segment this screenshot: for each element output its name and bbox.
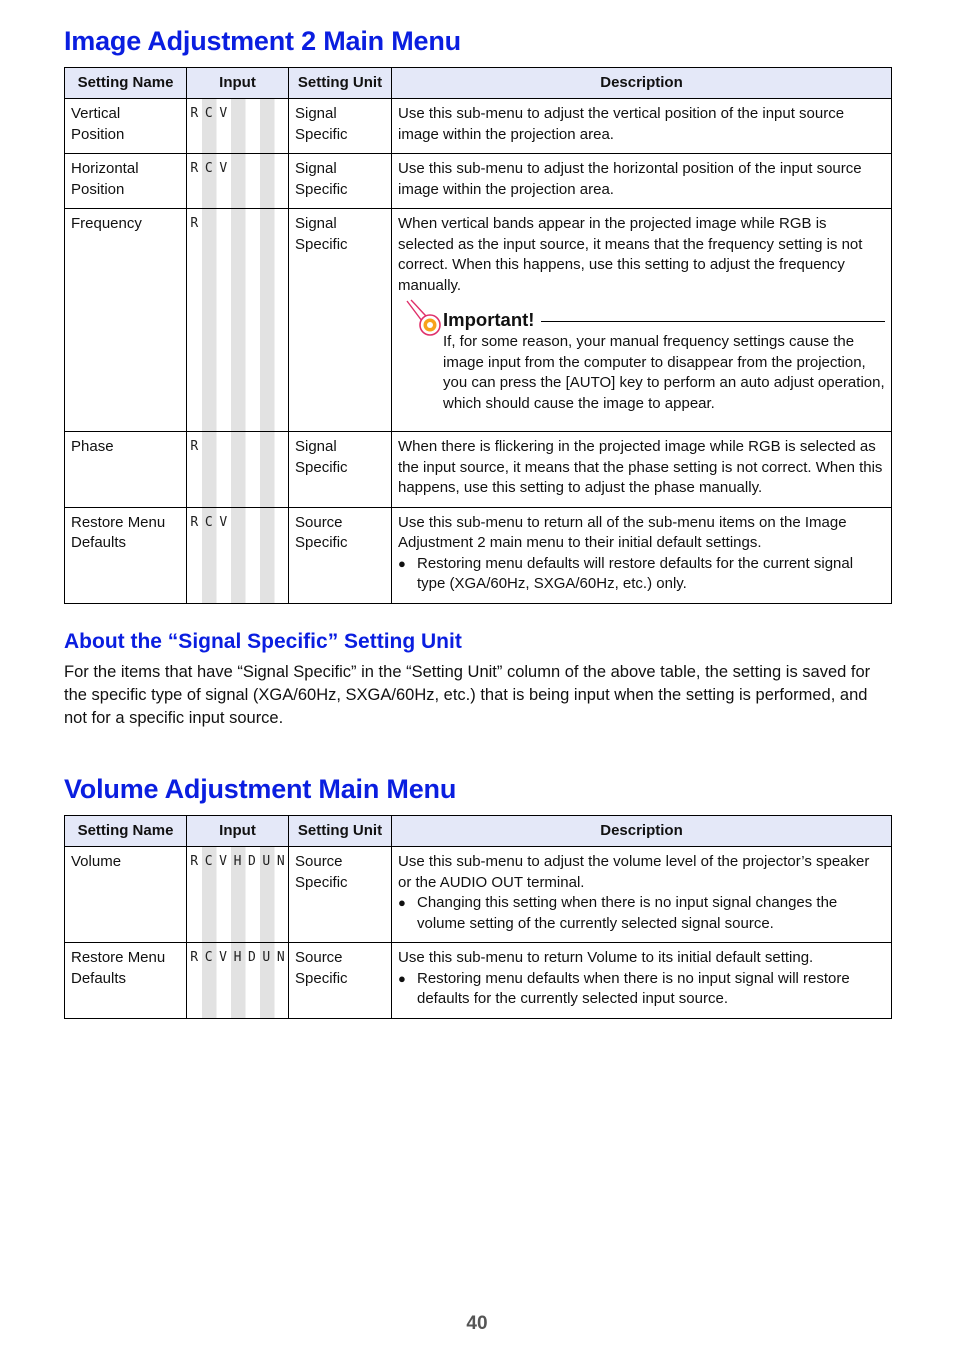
important-note [398, 306, 885, 414]
setting-unit-line: Specific [295, 125, 348, 143]
description-cell [392, 432, 892, 508]
input-code: V [219, 854, 227, 869]
description-text: When vertical bands appear in the projected image while RGB is selected as the input source, it means that the frequency setting is not correct. When this happens, use this setting to adjust the frequency manually. [398, 215, 863, 294]
input-code: R [190, 106, 199, 121]
setting-name-cell [65, 432, 187, 508]
header-input: Input [187, 68, 289, 99]
bullet-dot-icon: ● [398, 895, 406, 910]
table-row [65, 847, 892, 943]
setting-unit-cell [289, 943, 392, 1019]
header-description: Description [392, 68, 892, 99]
image-adjustment-2-table [64, 67, 892, 604]
bullet-dot-icon: ● [398, 970, 406, 986]
section2-title: Volume Adjustment Main Menu [64, 774, 457, 804]
input-code: H [233, 950, 242, 965]
input-code: V [219, 950, 227, 965]
input-cell [187, 209, 289, 432]
bullet-item [398, 969, 885, 1010]
setting-name-line: Horizontal [71, 160, 139, 177]
setting-name-cell [65, 154, 187, 209]
table-row [65, 154, 892, 209]
input-code: C [204, 514, 213, 530]
bullet-dot-icon: ● [398, 555, 406, 571]
table-row [65, 507, 892, 603]
input-code: C [204, 161, 213, 176]
setting-name-line: Position [71, 180, 125, 198]
setting-unit-cell [289, 432, 392, 508]
setting-unit-line: Specific [295, 235, 348, 253]
input-code: N [276, 950, 285, 965]
input-code: D [247, 854, 256, 869]
description-cell [392, 507, 892, 603]
input-cell [187, 507, 289, 603]
bullet-text: Changing this setting when there is no input signal changes the volume setting of the currently selected signal source. [417, 894, 838, 932]
input-cell [187, 432, 289, 508]
description-cell [392, 99, 892, 154]
header-input: Input [187, 816, 289, 847]
bullet-item [398, 893, 885, 934]
input-code: U [262, 854, 271, 869]
bullet-text: Restoring menu defaults will restore defaults for the current signal type (XGA/60Hz, SXGA/60Hz, etc.) only. [417, 554, 854, 592]
setting-name-line: Defaults [71, 534, 127, 551]
setting-name-line: Volume [71, 853, 122, 870]
input-code: R [190, 439, 199, 454]
table-row [65, 432, 892, 508]
setting-name-line: Vertical [71, 105, 121, 122]
setting-unit-cell [289, 154, 392, 209]
setting-unit-line: Signal [295, 105, 337, 122]
description-cell [392, 154, 892, 209]
pin-icon [404, 299, 444, 339]
setting-name-cell [65, 99, 187, 154]
description-text: Use this sub-menu to adjust the horizontal position of the input source image within the projection area. [398, 160, 862, 198]
setting-name-cell [65, 507, 187, 603]
description-cell [392, 847, 892, 943]
description-cell [392, 943, 892, 1019]
input-code: H [233, 854, 242, 869]
setting-name-line: Restore Menu [71, 513, 166, 531]
description-cell [392, 209, 892, 432]
input-code: R [190, 854, 199, 869]
setting-unit-line: Source [295, 949, 343, 966]
setting-unit-cell [289, 209, 392, 432]
setting-unit-line: Signal [295, 215, 337, 232]
setting-name-line: Restore Menu [71, 949, 166, 966]
setting-name-line: Phase [71, 438, 114, 455]
table-header-row [65, 68, 892, 99]
important-title: Important! [443, 308, 535, 330]
description-text: Use this sub-menu to adjust the volume level of the projector’s speaker or the AUDIO OUT terminal. [398, 853, 870, 891]
setting-name-line: Defaults [71, 969, 127, 987]
about-title: About the “Signal Specific” Setting Unit [64, 630, 462, 653]
setting-unit-cell [289, 847, 392, 943]
input-code: R [190, 950, 199, 965]
setting-unit-line: Signal [295, 160, 337, 177]
setting-unit-line: Source [295, 513, 343, 531]
setting-unit-line: Specific [295, 873, 348, 891]
input-code: C [204, 106, 213, 121]
input-code: V [219, 514, 228, 530]
table-header-row [65, 816, 892, 847]
setting-name-cell [65, 943, 187, 1019]
setting-name-line: Frequency [71, 215, 142, 232]
description-text: Use this sub-menu to adjust the vertical position of the input source image within the projection area. [398, 105, 845, 143]
important-rule [541, 321, 885, 322]
input-code: V [219, 106, 228, 121]
input-code: R [190, 161, 199, 176]
input-code: R [190, 514, 199, 530]
bullet-item [398, 554, 885, 595]
input-code: C [204, 950, 213, 965]
input-cell [187, 154, 289, 209]
input-code: R [190, 216, 199, 231]
table-row [65, 209, 892, 432]
bullet-text: Restoring menu defaults when there is no input signal will restore defaults for the currently selected input source. [417, 969, 850, 1007]
description-text: Use this sub-menu to return all of the sub-menu items on the Image Adjustment 2 main menu to their initial default settings. [398, 513, 847, 551]
setting-unit-cell [289, 507, 392, 603]
input-cell [187, 943, 289, 1019]
input-code: U [262, 950, 271, 965]
description-text: When there is flickering in the projected image while RGB is selected as the input source, it means that the phase setting is not correct. When this happens, use this setting to adjust the phase manually. [398, 438, 883, 496]
input-code: N [276, 854, 285, 869]
header-setting-name: Setting Name [65, 68, 187, 99]
input-cell [187, 847, 289, 943]
setting-name-line: Position [71, 125, 125, 143]
setting-unit-line: Specific [295, 458, 348, 476]
header-setting-unit: Setting Unit [289, 68, 392, 99]
setting-unit-line: Source [295, 853, 343, 870]
setting-name-cell [65, 847, 187, 943]
setting-unit-line: Specific [295, 534, 348, 551]
page-number: 40 [466, 1313, 488, 1334]
header-setting-name: Setting Name [65, 816, 187, 847]
input-code: D [247, 950, 256, 965]
setting-name-cell [65, 209, 187, 432]
setting-unit-line: Specific [295, 180, 348, 198]
description-text: Use this sub-menu to return Volume to its initial default setting. [398, 949, 814, 966]
about-text: For the items that have “Signal Specific” in the “Setting Unit” column of the above table, the setting is saved for the specific type of signal (XGA/60Hz, SXGA/60Hz, etc.) that is being input when the setting is performed, and not for a specific input source. [64, 663, 871, 727]
volume-adjustment-table [64, 815, 892, 1019]
setting-unit-line: Specific [295, 969, 348, 987]
header-setting-unit: Setting Unit [289, 816, 392, 847]
section1-title: Image Adjustment 2 Main Menu [64, 26, 461, 56]
input-cell [187, 99, 289, 154]
input-code: C [204, 854, 213, 869]
table-row [65, 99, 892, 154]
setting-unit-cell [289, 99, 392, 154]
setting-unit-line: Signal [295, 438, 337, 455]
header-description: Description [392, 816, 892, 847]
input-code: V [219, 161, 228, 176]
table-row [65, 943, 892, 1019]
important-text: If, for some reason, your manual frequency settings cause the image input from the computer to disappear from the projection, you can press the [AUTO] key to perform an auto adjust operation, which should cause the image to appear. [443, 333, 885, 412]
